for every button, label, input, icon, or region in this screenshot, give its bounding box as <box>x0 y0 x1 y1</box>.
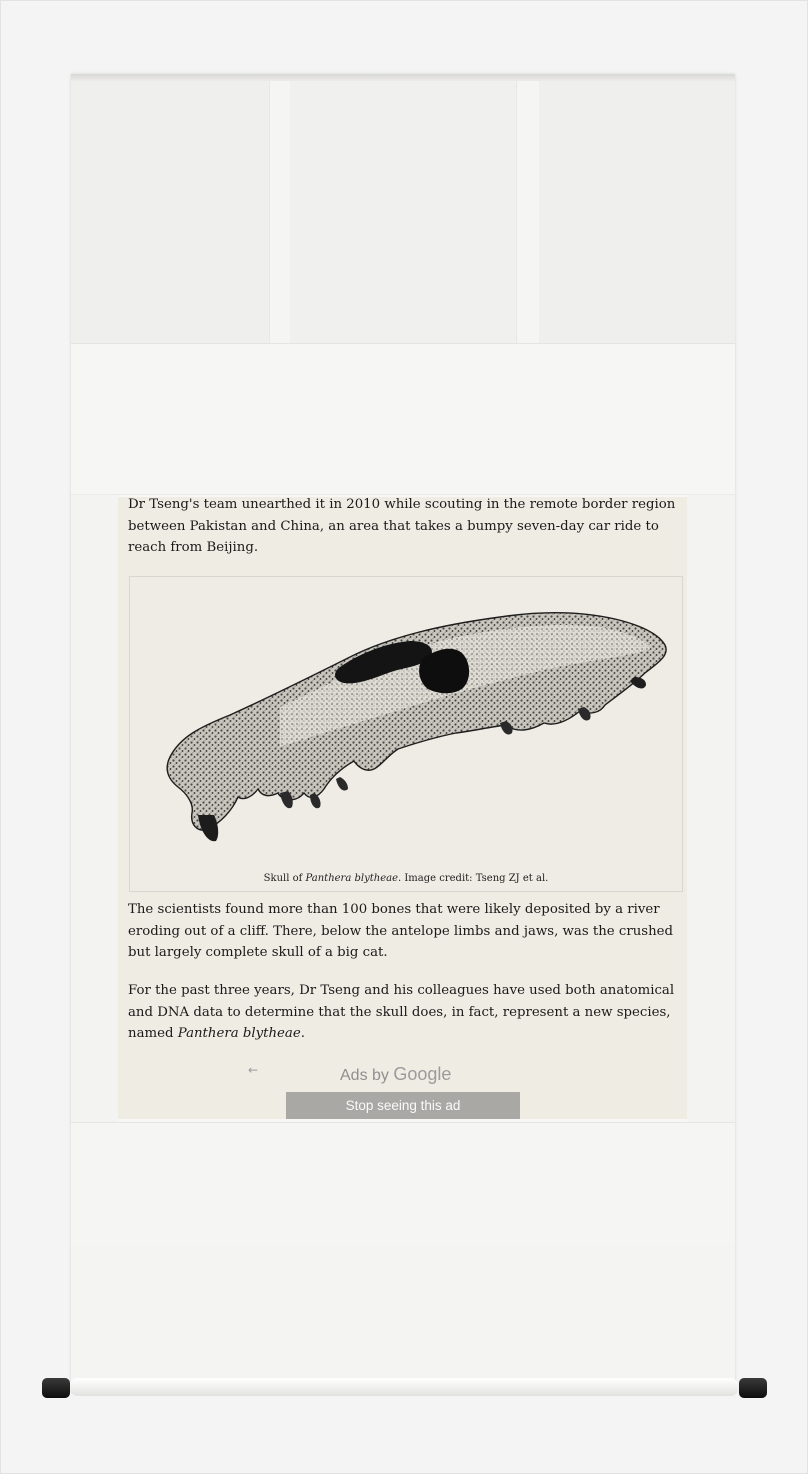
article-paragraph-3 <box>128 980 678 1045</box>
upper-mounting-band <box>71 344 735 495</box>
skull-illustration <box>160 597 680 847</box>
fengdai-strip-right <box>516 81 540 343</box>
caption-prefix: Skull of <box>263 873 306 884</box>
heaven-left-panel <box>71 81 269 343</box>
lower-mounting-band <box>71 1122 735 1246</box>
paragraph-3-suffix: . <box>300 1026 305 1041</box>
scroll-heaven-panel <box>71 81 735 344</box>
fengdai-strip-left <box>269 81 291 343</box>
heaven-right-panel <box>539 81 735 343</box>
roller-knob-left <box>42 1378 70 1398</box>
bottom-roller <box>69 1378 739 1396</box>
stop-seeing-ad-button[interactable]: Stop seeing this ad <box>286 1092 520 1119</box>
caption-suffix: . Image credit: Tseng ZJ et al. <box>398 873 549 884</box>
article-paragraph-1: Dr Tseng's team unearthed it in 2010 while scouting in the remote border region between Pakistan and China, an area that takes a bumpy seven-day car ride to reach from Beijing. <box>128 497 676 555</box>
figure-caption <box>130 872 682 886</box>
article-paragraph-2: The scientists found more than 100 bones that were likely deposited by a river eroding out of a cliff. There, below the antelope limbs and jaws, was the crushed but largely complete skull of a big cat. <box>128 902 674 960</box>
left-mounting-border <box>71 495 118 1122</box>
ads-label-prefix: Ads by <box>340 1067 394 1084</box>
top-rod <box>71 74 735 81</box>
back-arrow-icon[interactable]: ← <box>248 1063 259 1077</box>
google-brand: Google <box>393 1064 452 1084</box>
ads-by-google-label <box>340 1064 451 1085</box>
roller-knob-right <box>739 1378 767 1398</box>
right-mounting-border <box>687 495 735 1122</box>
heaven-middle-panel <box>290 81 516 343</box>
caption-species: Panthera blytheae <box>305 873 398 884</box>
paragraph-3-text: For the past three years, Dr Tseng and his colleagues have used both anatomical and DNA data to determine that the skull does, in fact, represent a new species, named <box>128 983 675 1041</box>
article-page <box>118 497 687 1119</box>
scroll-earth-panel <box>71 1245 735 1384</box>
article-figure <box>129 576 683 892</box>
paragraph-3-species: Panthera blytheae <box>177 1026 301 1041</box>
